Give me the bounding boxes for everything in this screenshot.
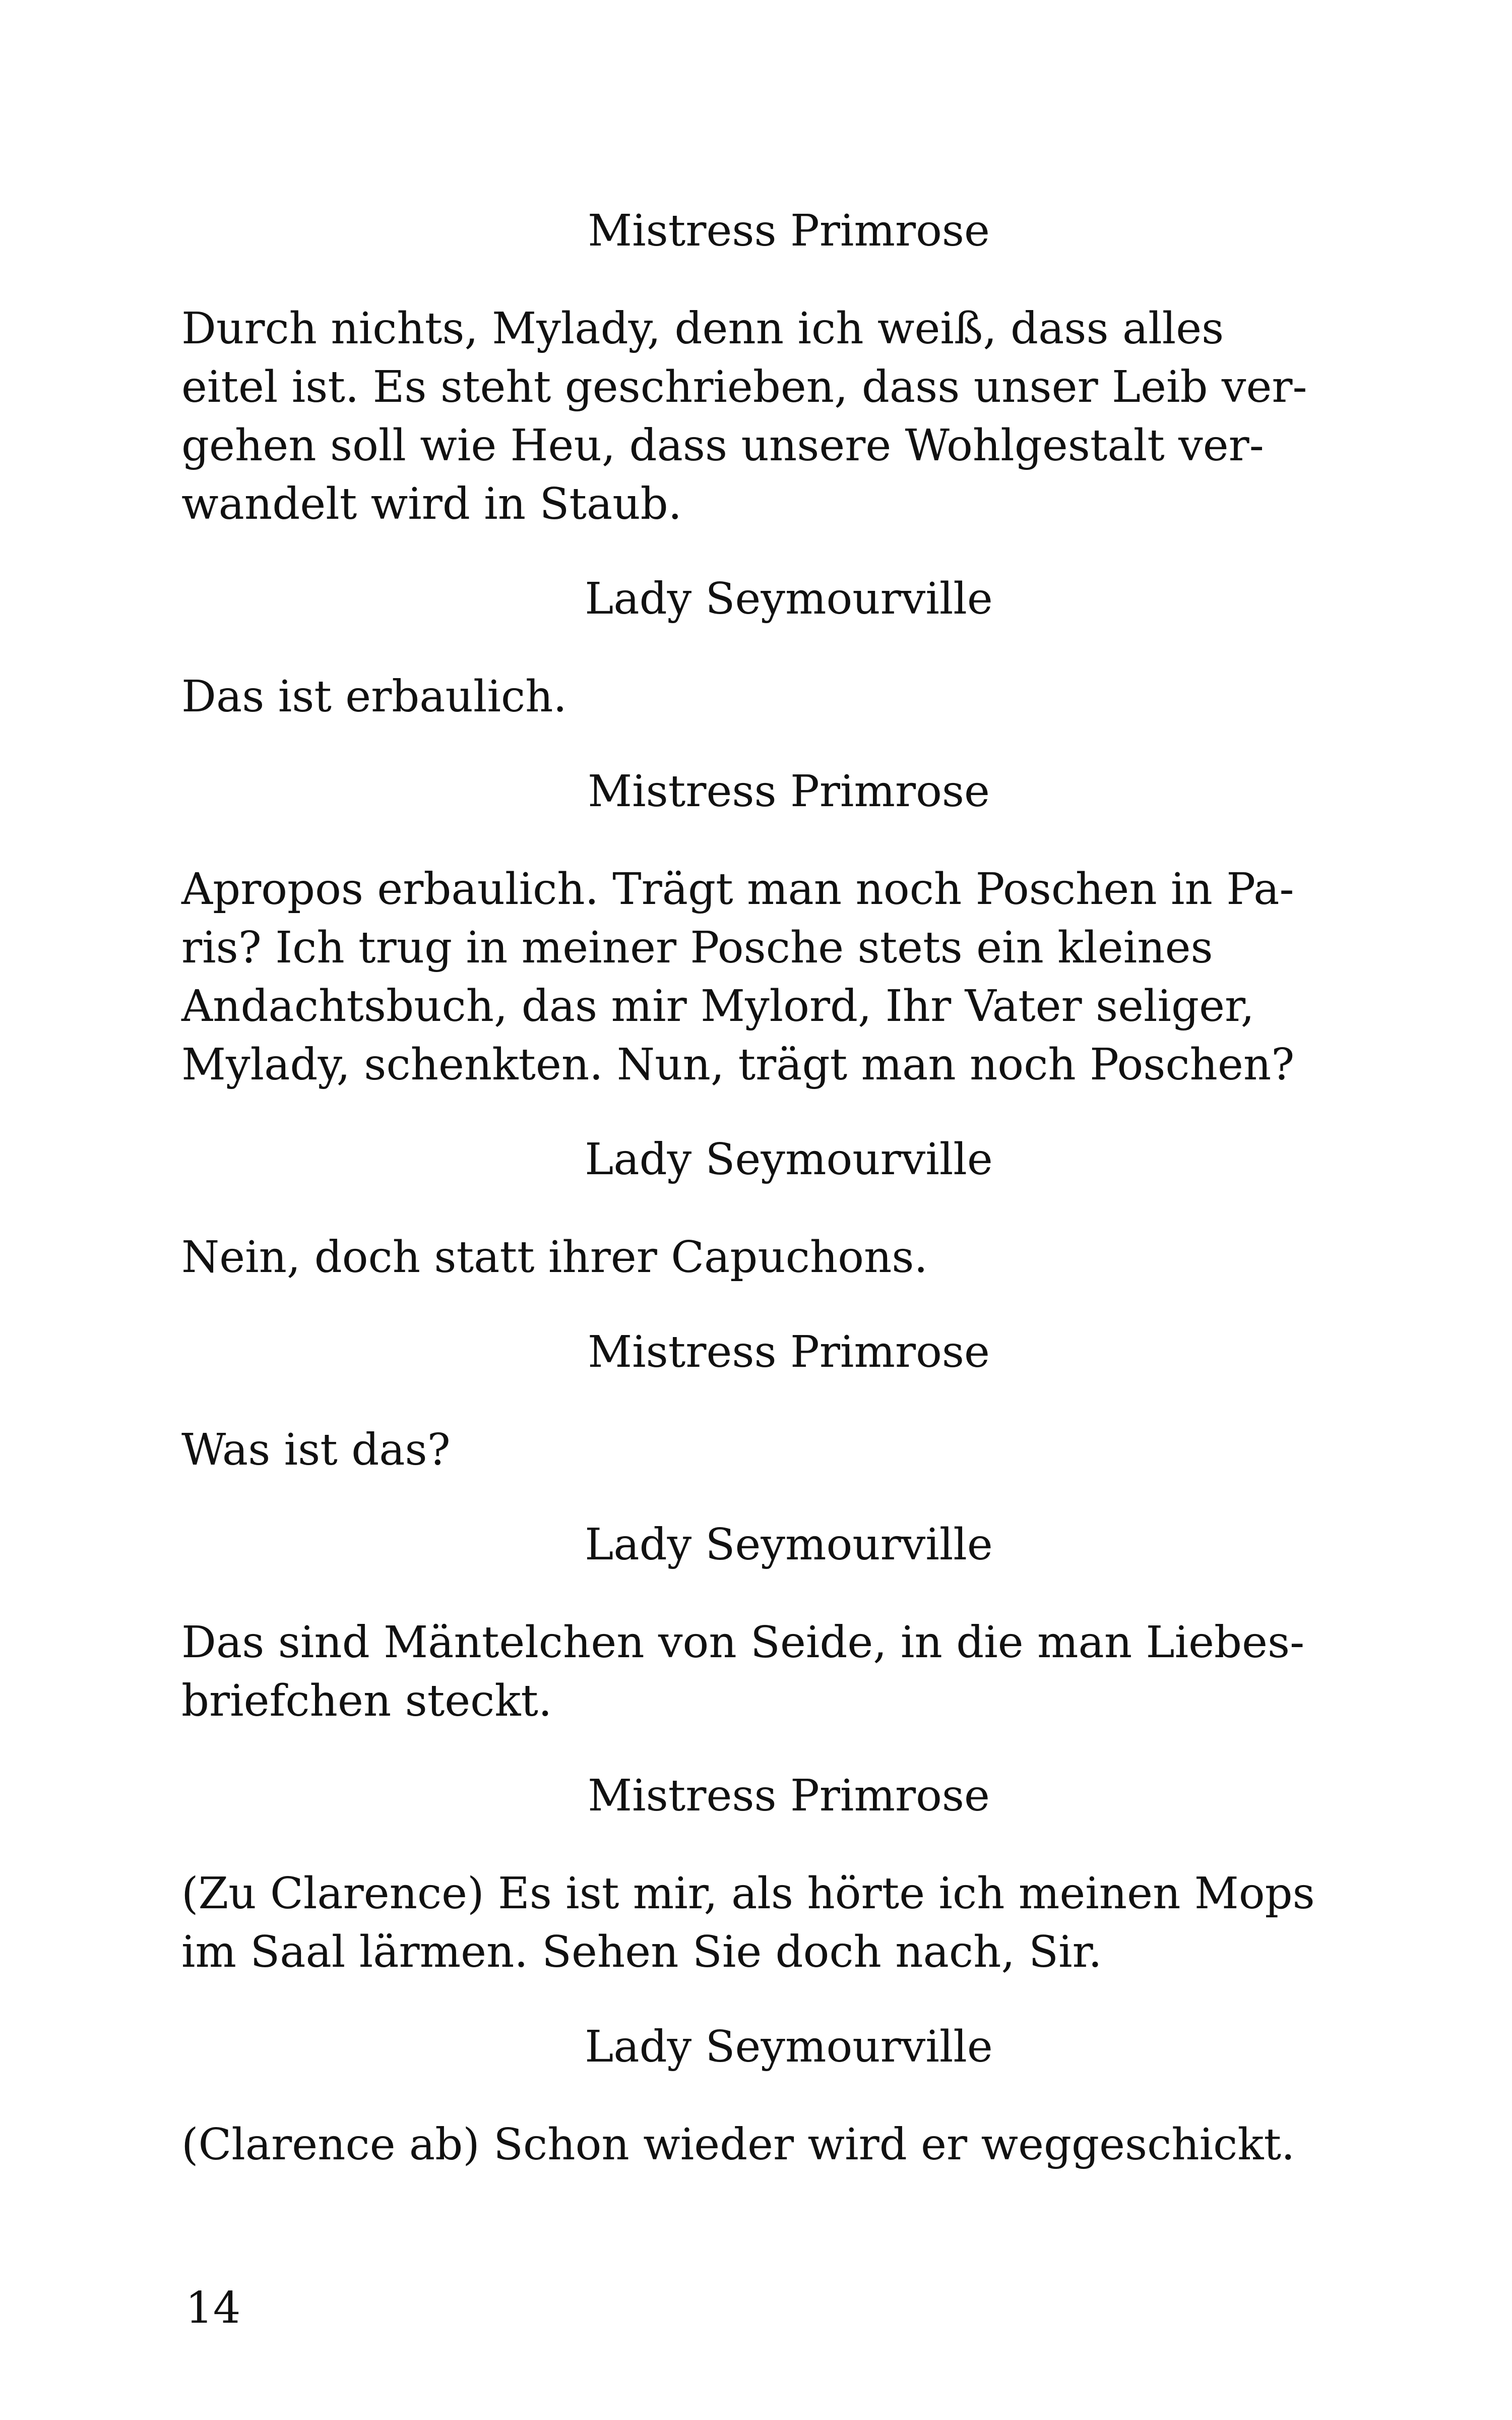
- dialogue-block: [181, 202, 1341, 2174]
- speaker-name: Mistress Primrose: [588, 1327, 990, 1377]
- speaker-name: Lady Seymourville: [585, 1134, 993, 1185]
- dialogue-line: briefchen steckt.: [181, 1676, 552, 1726]
- dialogue-line: Nein, doch statt ihrer Capuchons.: [181, 1232, 928, 1283]
- dialogue-line: Andachtsbuch, das mir Mylord, Ihr Vater seliger,: [181, 981, 1254, 1032]
- page-number: 14: [185, 2283, 241, 2333]
- dialogue-line: Das ist erbaulich.: [181, 672, 567, 722]
- speaker-name: Lady Seymourville: [585, 1520, 993, 1570]
- dialogue-line: (Clarence ab) Schon wieder wird er weggeschickt.: [181, 2120, 1295, 2170]
- dialogue-line: eitel ist. Es steht geschrieben, dass unser Leib ver-: [181, 362, 1307, 412]
- dialogue-line: Apropos erbaulich. Trägt man noch Poschen in Pa-: [181, 864, 1294, 915]
- speaker-name: Lady Seymourville: [585, 2022, 993, 2072]
- speaker-name: Lady Seymourville: [585, 574, 993, 624]
- dialogue-line: Das sind Mäntelchen von Seide, in die man Liebes-: [181, 1617, 1305, 1668]
- dialogue-line: gehen soll wie Heu, dass unsere Wohlgestalt ver-: [181, 420, 1264, 471]
- dialogue-line: Was ist das?: [181, 1425, 451, 1475]
- speaker-name: Mistress Primrose: [588, 766, 990, 817]
- dialogue-line: im Saal lärmen. Sehen Sie doch nach, Sir.: [181, 1927, 1102, 1977]
- speaker-name: Mistress Primrose: [588, 206, 990, 256]
- speaker-name: Mistress Primrose: [588, 1771, 990, 1821]
- dialogue-line: Durch nichts, Mylady, denn ich weiß, dass alles: [181, 304, 1224, 354]
- dialogue-line: Mylady, schenkten. Nun, trägt man noch Poschen?: [181, 1040, 1295, 1090]
- dialogue-line: ris? Ich trug in meiner Posche stets ein kleines: [181, 923, 1213, 973]
- dialogue-line: wandelt wird in Staub.: [181, 479, 682, 529]
- dialogue-line: (Zu Clarence) Es ist mir, als hörte ich meinen Mops: [181, 1868, 1315, 1919]
